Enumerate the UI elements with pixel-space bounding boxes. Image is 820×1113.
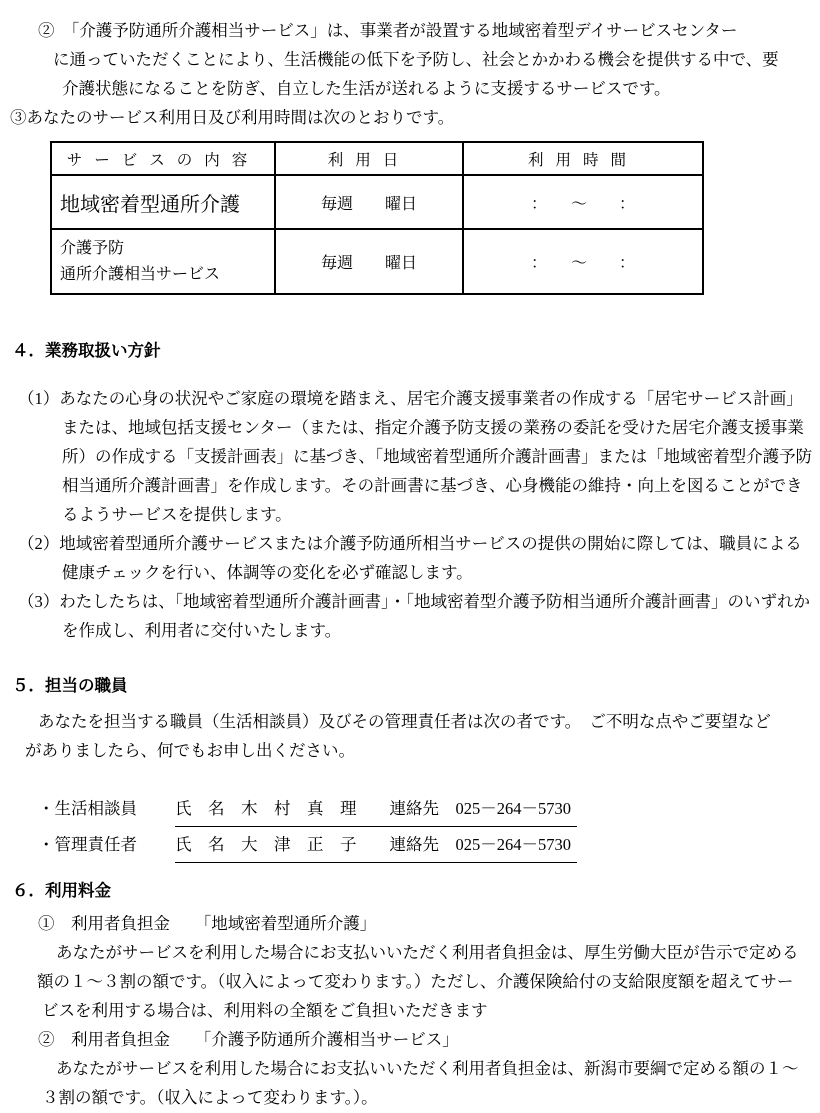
staff-role-label: ・管理責任者	[38, 835, 137, 854]
policy-paragraph-3-line: を作成し、利用者に交付いたします。	[62, 621, 342, 640]
service-description-line-2: に通っていただくことにより、生活機能の低下を予防し、社会とかかわる機会を提供する中で、要	[53, 50, 779, 69]
fee-item-2-line: ３割の額です。（収入によって変わります。）。	[42, 1088, 378, 1107]
staff-row-counselor	[38, 791, 820, 827]
table-row	[51, 175, 703, 229]
table-cell-service-1: 地域密着型通所介護	[51, 175, 275, 229]
table-row	[51, 229, 703, 294]
service-description-line-1: ② 「介護予防通所介護相当サービス」は、事業者が設置する地域密着型デイサービスセンター	[38, 21, 738, 40]
table-cell-service-2-line-1: 介護予防	[60, 239, 125, 257]
fee-item-2-title: ② 利用者負担金 「介護予防通所介護相当サービス」	[38, 1030, 459, 1049]
table-cell-time-2: ： ～ ：	[463, 229, 703, 294]
policy-paragraph-1-line: （1）あなたの心身の状況やご家庭の環境を踏まえ、居宅介護支援事業者の作成する「居宅サービス計画」	[18, 389, 803, 408]
staff-name-contact: 氏 名 木 村 真 理 連絡先 025－264－5730	[175, 791, 577, 827]
service-schedule-intro: ③あなたのサービス利用日及び利用時間は次のとおりです。	[10, 108, 455, 127]
fee-item-1-title: ① 利用者負担金 「地域密着型通所介護」	[38, 914, 377, 933]
section-4-heading: ４．業務取扱い方針	[12, 342, 161, 360]
staff-role-label: ・生活相談員	[38, 799, 137, 818]
policy-paragraph-1-line: または、地域包括支援センター（または、指定介護予防支援の業務の委託を受けた居宅介護支援事業	[62, 418, 804, 437]
table-header-service: サービスの内容	[51, 142, 275, 175]
staff-intro-line-1: あなたを担当する職員（生活相談員）及びその管理責任者は次の者です。 ご不明な点やご要望など	[38, 712, 771, 731]
fee-item-1-line: あなたがサービスを利用した場合にお支払いいただく利用者負担金は、厚生労働大臣が告示で定める	[56, 943, 799, 962]
service-schedule-table	[50, 141, 704, 295]
fee-item-1-line: 額の１～３割の額です。（収入によって変わります。）ただし、介護保険給付の支給限度額を超えてサー	[37, 972, 794, 991]
staff-name-contact: 氏 名 大 津 正 子 連絡先 025－264－5730	[175, 827, 577, 863]
table-header-day: 利用日	[275, 142, 463, 175]
policy-paragraph-3-line: （3）わたしたちは、「地域密着型通所介護計画書」・「地域密着型介護予防相当通所介護計画書」のいずれか	[18, 592, 810, 611]
section-6-heading: ６．利用料金	[12, 882, 111, 900]
table-cell-time-1: ： ～ ：	[463, 175, 703, 229]
table-header-time: 利用時間	[463, 142, 703, 175]
policy-paragraph-2-line: （2）地域密着型通所介護サービスまたは介護予防通所相当サービスの提供の開始に際しては、職員による	[18, 534, 802, 553]
policy-paragraph-1-line: 相当通所介護計画書」を作成します。その計画書に基づき、心身機能の維持・向上を図ることができ	[62, 476, 803, 495]
staff-row-manager	[38, 827, 820, 863]
service-description-line-3: 介護状態になることを防ぎ、自立した生活が送れるように支援するサービスです。	[62, 79, 671, 98]
section-5-heading: ５．担当の職員	[12, 677, 128, 695]
table-cell-service-2	[51, 229, 275, 294]
policy-paragraph-1-line: 所）の作成する「支援計画表」に基づき、「地域密着型通所介護計画書」または「地域密着型介護予防	[62, 447, 813, 466]
table-cell-day-1: 毎週 曜日	[275, 175, 463, 229]
fee-item-2-line: あなたがサービスを利用した場合にお支払いいただく利用者負担金は、新潟市要綱で定める額の１～	[56, 1059, 799, 1078]
staff-intro-line-2: がありましたら、何でもお申し出ください。	[25, 741, 355, 760]
policy-paragraph-2-line: 健康チェックを行い、体調等の変化を必ず確認します。	[62, 563, 473, 582]
table-header-row	[51, 142, 703, 175]
table-cell-day-2: 毎週 曜日	[275, 229, 463, 294]
fee-item-1-line: ビスを利用する場合は、利用料の全額をご負担いただきます	[42, 1001, 488, 1020]
table-cell-service-2-line-2: 通所介護相当サービス	[60, 265, 221, 283]
policy-paragraph-1-line: るようサービスを提供します。	[62, 505, 292, 524]
